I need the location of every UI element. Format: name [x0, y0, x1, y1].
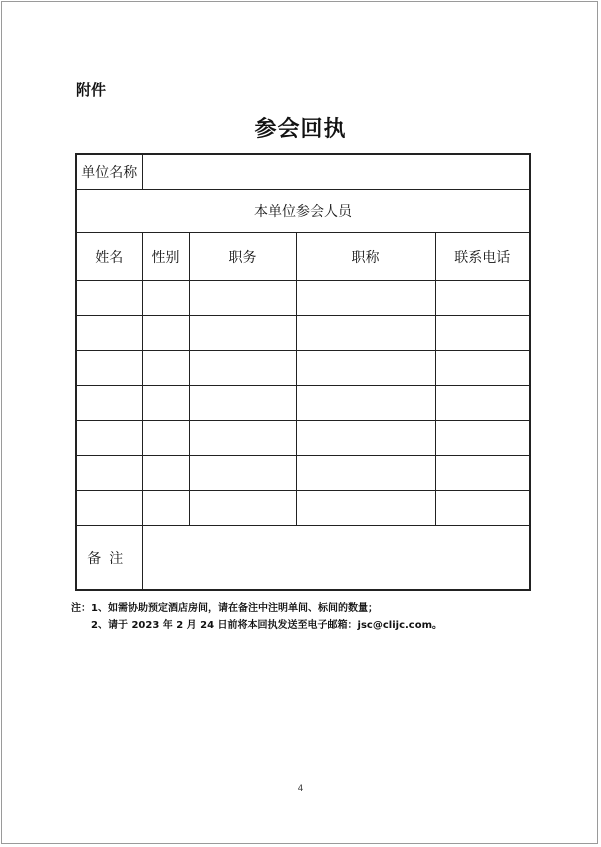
cell-name[interactable] — [76, 456, 142, 491]
column-header-phone: 联系电话 — [435, 233, 530, 281]
cell-phone[interactable] — [435, 491, 530, 526]
attachment-label: 附件 — [76, 81, 107, 99]
cell-phone[interactable] — [435, 351, 530, 386]
table-row — [76, 281, 530, 316]
cell-position[interactable] — [189, 456, 296, 491]
cell-title[interactable] — [296, 386, 435, 421]
cell-gender[interactable] — [142, 351, 189, 386]
cell-name[interactable] — [76, 421, 142, 456]
cell-name[interactable] — [76, 491, 142, 526]
cell-title[interactable] — [296, 491, 435, 526]
cell-gender[interactable] — [142, 421, 189, 456]
cell-phone[interactable] — [435, 281, 530, 316]
table-row — [76, 456, 530, 491]
column-header-name: 姓名 — [76, 233, 142, 281]
column-header-position: 职务 — [189, 233, 296, 281]
table-row — [76, 421, 530, 456]
attendees-header-row — [76, 190, 530, 233]
cell-title[interactable] — [296, 421, 435, 456]
table-row — [76, 351, 530, 386]
page-number: 4 — [297, 784, 304, 794]
reply-form-table — [75, 153, 531, 591]
cell-title[interactable] — [296, 351, 435, 386]
cell-phone[interactable] — [435, 316, 530, 351]
cell-gender[interactable] — [142, 491, 189, 526]
unit-name-row — [76, 154, 530, 190]
table-row — [76, 491, 530, 526]
table-row — [76, 316, 530, 351]
cell-title[interactable] — [296, 316, 435, 351]
cell-phone[interactable] — [435, 421, 530, 456]
notes-row — [76, 526, 530, 591]
unit-name-label: 单位名称 — [76, 154, 142, 190]
attendees-header: 本单位参会人员 — [76, 190, 530, 233]
footnote-1: 注：1、如需协助预定酒店房间，请在备注中注明单间、标间的数量； — [71, 603, 378, 614]
column-header-title: 职称 — [296, 233, 435, 281]
page-title: 参会回执 — [254, 117, 347, 142]
notes-label: 备注 — [76, 526, 142, 591]
cell-position[interactable] — [189, 351, 296, 386]
footnotes — [71, 600, 442, 634]
column-header-row — [76, 233, 530, 281]
cell-title[interactable] — [296, 456, 435, 491]
cell-gender[interactable] — [142, 281, 189, 316]
cell-gender[interactable] — [142, 386, 189, 421]
cell-position[interactable] — [189, 421, 296, 456]
notes-field[interactable] — [142, 526, 530, 591]
cell-name[interactable] — [76, 316, 142, 351]
column-header-gender: 性别 — [142, 233, 189, 281]
cell-name[interactable] — [76, 386, 142, 421]
unit-name-field[interactable] — [142, 154, 530, 190]
table-row — [76, 386, 530, 421]
cell-name[interactable] — [76, 351, 142, 386]
cell-title[interactable] — [296, 281, 435, 316]
cell-name[interactable] — [76, 281, 142, 316]
cell-gender[interactable] — [142, 456, 189, 491]
cell-gender[interactable] — [142, 316, 189, 351]
footnote-2: 2、请于 2023 年 2 月 24 日前将本回执发送至电子邮箱：jsc@clijc.com。 — [91, 620, 443, 631]
cell-position[interactable] — [189, 316, 296, 351]
cell-position[interactable] — [189, 386, 296, 421]
cell-position[interactable] — [189, 491, 296, 526]
cell-phone[interactable] — [435, 386, 530, 421]
cell-phone[interactable] — [435, 456, 530, 491]
cell-position[interactable] — [189, 281, 296, 316]
